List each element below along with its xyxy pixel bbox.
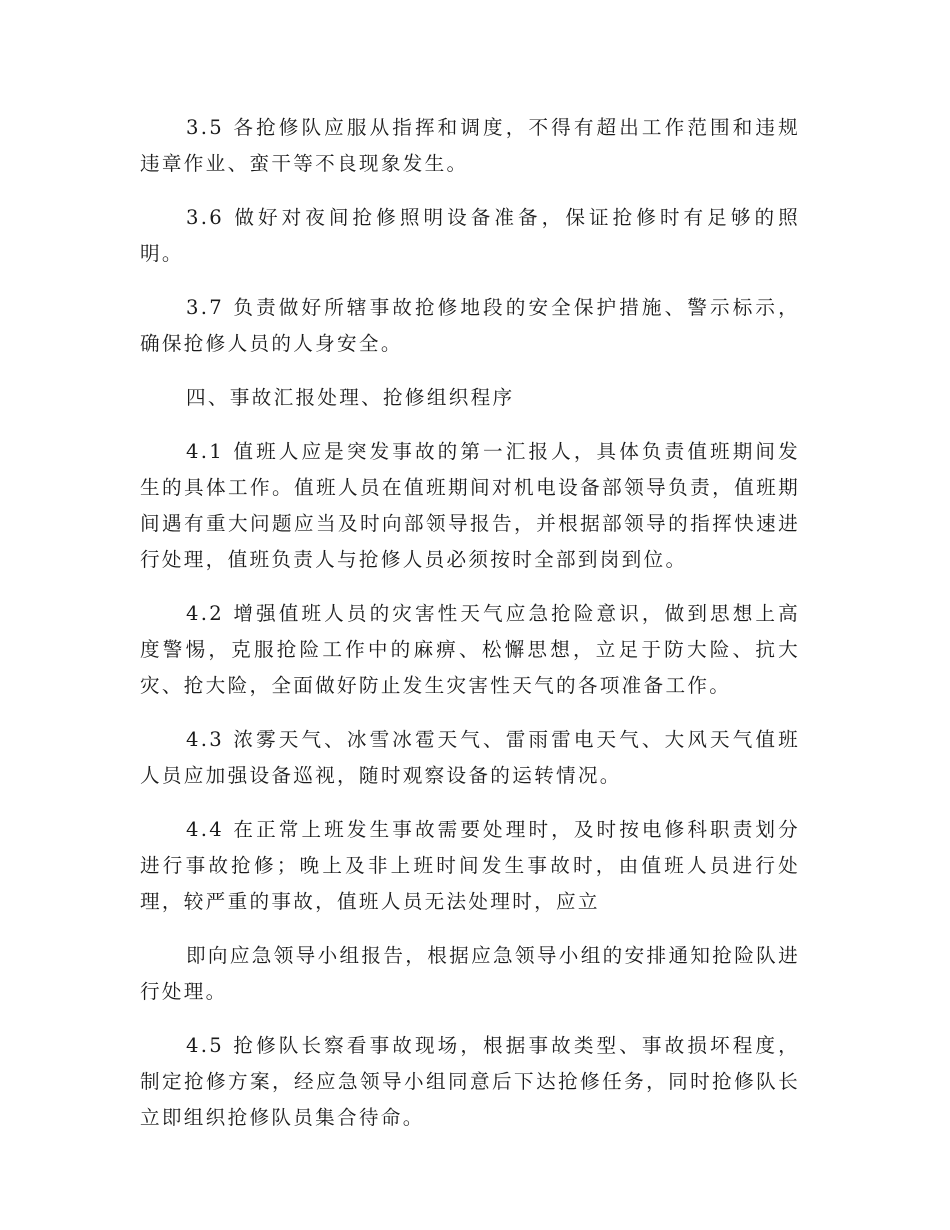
paragraph-3-5: 3.5 各抢修队应服从指挥和调度，不得有超出工作范围和违规违章作业、蛮干等不良现象发生。 xyxy=(140,116,800,175)
paragraph-4-3: 4.3 浓雾天气、冰雪冰雹天气、雷雨雷电天气、大风天气值班人员应加强设备巡视，随时观察设备的运转情况。 xyxy=(140,728,800,787)
section-heading-4: 四、事故汇报处理、抢修组织程序 xyxy=(186,386,515,409)
paragraph-3-7: 3.7 负责做好所辖事故抢修地段的安全保护措施、警示标示，确保抢修人员的人身安全。 xyxy=(140,296,800,355)
paragraph-4-4-continued: 即向应急领导小组报告，根据应急领导小组的安排通知抢险队进行处理。 xyxy=(140,944,800,1003)
document-body xyxy=(140,110,800,1154)
paragraph-4-5: 4.5 抢修队长察看事故现场，根据事故类型、事故损坏程度，制定抢修方案，经应急领导小组同意后下达抢修任务，同时抢修队长立即组织抢修队员集合待命。 xyxy=(140,1034,800,1129)
paragraph-3-6: 3.6 做好对夜间抢修照明设备准备，保证抢修时有足够的照明。 xyxy=(140,206,800,265)
paragraph-4-1: 4.1 值班人应是突发事故的第一汇报人，具体负责值班期间发生的具体工作。值班人员在值班期间对机电设备部领导负责，值班期间遇有重大问题应当及时向部领导报告，并根据部领导的指挥快速进行处理，值班负责人与抢修人员必须按时全部到岗到位。 xyxy=(140,440,800,571)
paragraph-4-2: 4.2 增强值班人员的灾害性天气应急抢险意识，做到思想上高度警惕，克服抢险工作中的麻痹、松懈思想，立足于防大险、抗大灾、抢大险，全面做好防止发生灾害性天气的各项准备工作。 xyxy=(140,602,800,697)
paragraph-4-4: 4.4 在正常上班发生事故需要处理时，及时按电修科职责划分进行事故抢修；晚上及非上班时间发生事故时，由值班人员进行处理，较严重的事故，值班人员无法处理时，应立 xyxy=(140,818,800,913)
